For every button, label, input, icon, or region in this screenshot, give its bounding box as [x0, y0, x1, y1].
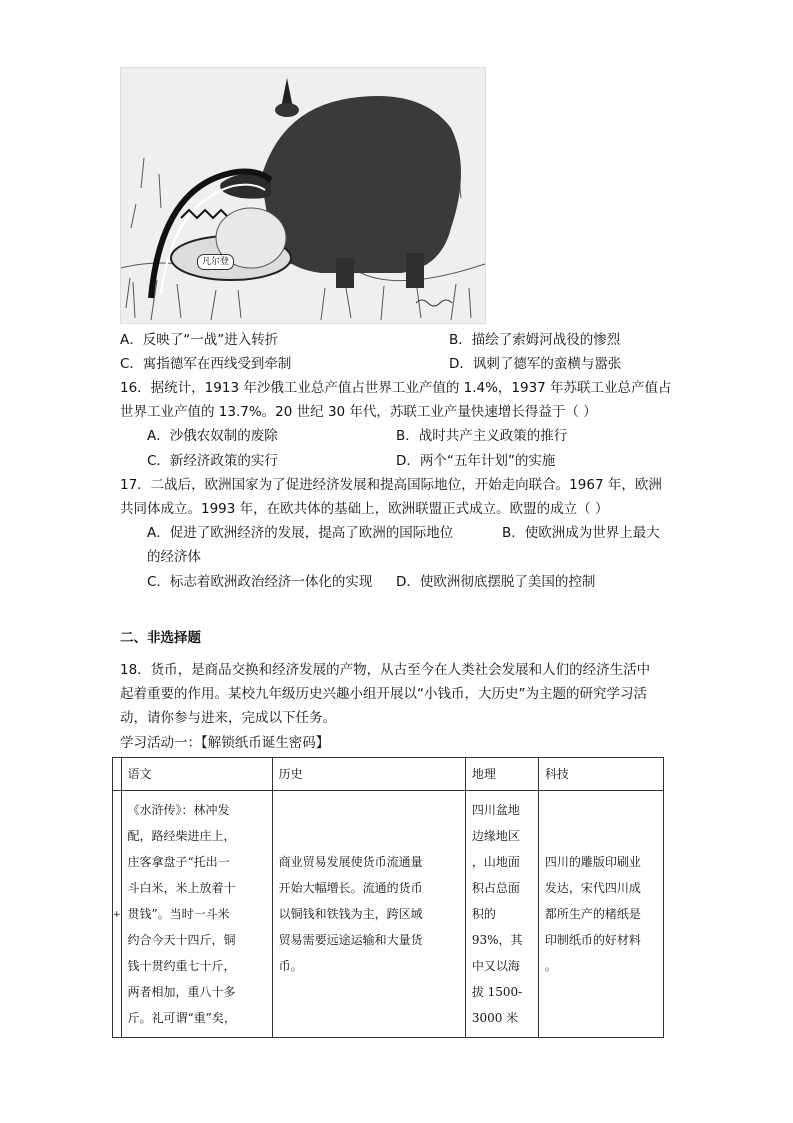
q17-option-b: B．使欧洲成为世界上最大 [502, 525, 660, 541]
q17-option-d: D．使欧洲彻底摆脱了美国的控制 [396, 574, 596, 590]
q17-option-b-cont: 的经济体 [147, 549, 201, 565]
table-stub-cell [113, 758, 122, 791]
trap-label: 凡尔登 [197, 254, 234, 270]
cell-line: 3000 米 [471, 1011, 519, 1025]
q16-option-d: D．两个“五年计划”的实施 [396, 453, 556, 469]
q15-option-b: B．描绘了索姆河战役的惨烈 [449, 332, 621, 348]
cell-line: 贸易需要远途运输和大量货 [278, 933, 423, 947]
activity-title: 学习活动一：【解锁纸币诞生密码】 [120, 735, 330, 751]
cell-line: 约合今天十四斤，铜 [127, 933, 236, 947]
q15-option-a: A．反映了“一战”进入转折 [120, 332, 279, 348]
cell-history [272, 791, 465, 1038]
q17-option-c: C．标志着欧洲政治经济一体化的实现 [147, 574, 373, 590]
header-cell-geography: 地理 [465, 758, 538, 791]
q17-option-a: A．促进了欧洲经济的发展，提高了欧洲的国际地位 [147, 525, 454, 541]
cell-line: 配，路经柴进庄上， [127, 829, 236, 843]
cell-line: 开始大幅增长。流通的货币 [278, 881, 423, 895]
cell-line: 拔 1500- [471, 985, 523, 999]
cell-line: 商业贸易发展使货币流通量 [278, 855, 423, 869]
cell-chinese [121, 791, 272, 1038]
q18-line1: 18．货币，是商品交换和经济发展的产物，从古至今在人类社会发展和人们的经济生活中 [120, 662, 651, 678]
cell-line: 《水浒传》：林冲发 [127, 803, 230, 817]
q16-stem-line2: 世界工业产值的 13.7%。20 世纪 30 年代，苏联工业产量快速增长得益于（ ） [120, 404, 597, 420]
cell-line: 四川盆地 [471, 803, 520, 817]
q15-option-d: D．讽刺了德军的蛮横与嚣张 [449, 356, 622, 372]
subject-table [112, 757, 664, 1038]
cell-line: 钱十贯约重七十斤， [127, 959, 236, 973]
header-cell-history: 历史 [272, 758, 465, 791]
header-cell-technology: 科技 [538, 758, 663, 791]
section-title: 二、非选择题 [120, 630, 201, 646]
q16-option-a: A．沙俄农奴制的废除 [147, 428, 278, 444]
cell-line: 中又以海 [471, 959, 520, 973]
q18-line2: 起着重要的作用。某校九年级历史兴趣小组开展以“小钱币，大历史”为主题的研究学习活 [120, 686, 647, 702]
cell-line: 印制纸币的好材料 [544, 933, 641, 947]
cell-line: ，山地面 [471, 855, 520, 869]
cell-technology [538, 791, 663, 1038]
boar-trap-illustration [121, 68, 485, 323]
cell-line: 两者相加，重八十多 [127, 985, 236, 999]
cell-line: 边缘地区 [471, 829, 520, 843]
q18-line3: 动，请你参与进来，完成以下任务。 [120, 710, 336, 726]
table-stub-cell [113, 791, 122, 1038]
q16-option-c: C．新经济政策的实行 [147, 453, 278, 469]
table-row [113, 791, 664, 1038]
cell-line: 以铜钱和铁钱为主，跨区域 [278, 907, 423, 921]
cell-line: 四川的雕版印刷业 [544, 855, 641, 869]
q16-option-b: B．战时共产主义政策的推行 [396, 428, 568, 444]
cell-line: 都所生产的楮纸是 [544, 907, 641, 921]
cell-line: 庄客拿盘子“托出一 [127, 855, 230, 869]
q15-option-c: C．寓指德军在西线受到牵制 [120, 356, 292, 372]
cartoon-image [120, 67, 486, 324]
cell-line: 斤。礼可谓“重”矣， [127, 1011, 236, 1025]
cell-line: 斗白米，米上放着十 [127, 881, 236, 895]
cell-line: 。 [544, 959, 557, 973]
header-cell-chinese: 语文 [121, 758, 272, 791]
table-header-row [113, 758, 664, 791]
q16-stem-line1: 16．据统计，1913 年沙俄工业总产值占世界工业产值的 1.4%，1937 年苏联工业总产值占 [120, 380, 672, 396]
q17-stem-line2: 共同体成立。1993 年，在欧共体的基础上，欧洲联盟正式成立。欧盟的成立（ ） [120, 501, 609, 517]
cell-line: 发达，宋代四川成 [544, 881, 641, 895]
cell-line: 93%，其 [471, 933, 523, 947]
cell-geography [465, 791, 538, 1038]
stub-marker: + [113, 910, 121, 920]
cell-line: 积占总面 [471, 881, 520, 895]
cell-line: 币。 [278, 959, 303, 973]
q17-stem-line1: 17．二战后，欧洲国家为了促进经济发展和提高国际地位，开始走向联合。1967 年，欧洲 [120, 477, 662, 493]
cell-line: 贯钱”。当时一斗米 [127, 907, 230, 921]
cell-line: 积的 [471, 907, 496, 921]
